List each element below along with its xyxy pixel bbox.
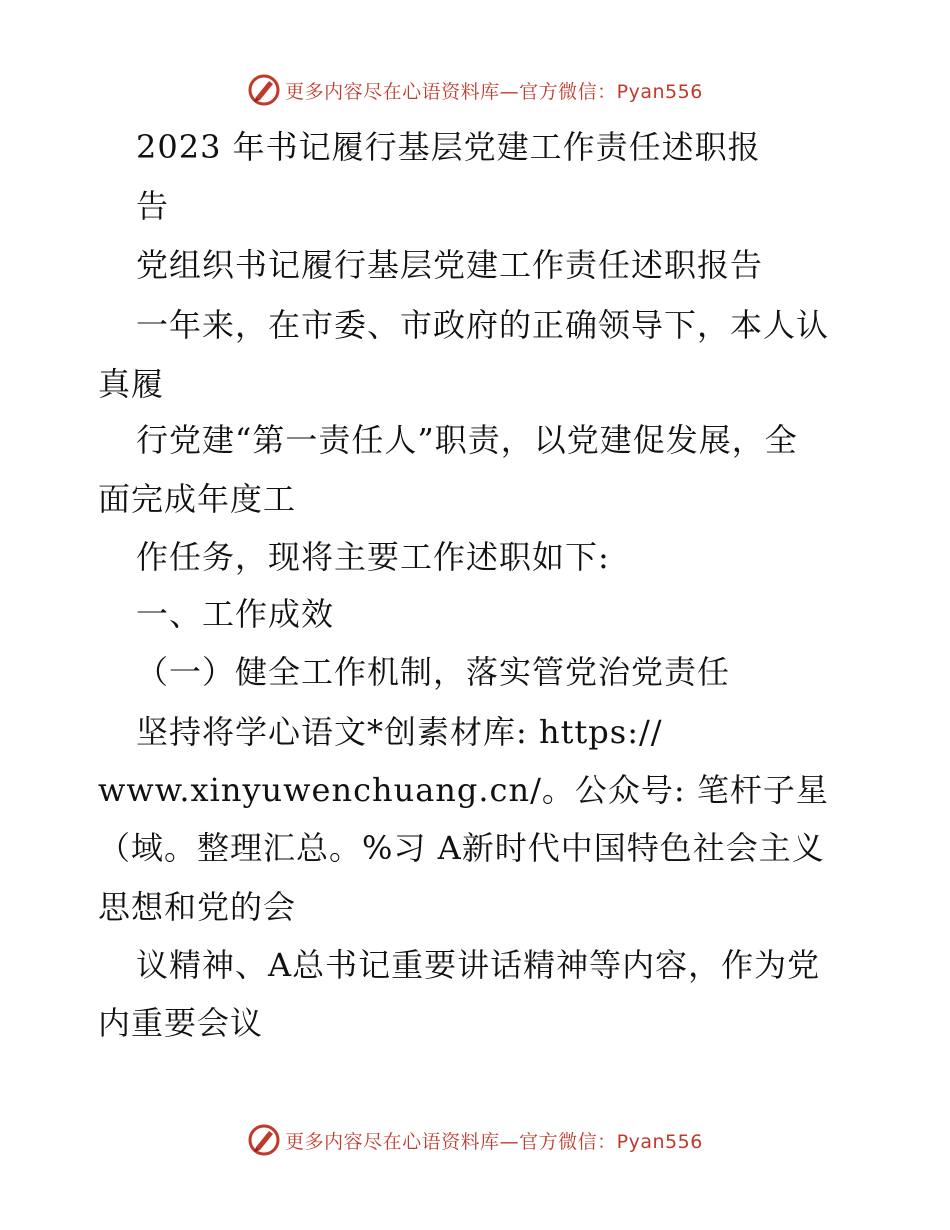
doc-paragraph-line: 坚持将学心语文*创素材库: https:// [136, 713, 663, 751]
doc-paragraph-line: 作任务，现将主要工作述职如下: [136, 538, 610, 576]
footer-watermark-banner [0, 1118, 950, 1162]
doc-title-line-1: 2023 年书记履行基层党建工作责任述职报 [136, 128, 761, 166]
banner-text: 更多内容尽在心语资料库—官方微信：Pyan556 [285, 80, 703, 103]
doc-title-line-2: 告 [136, 187, 170, 225]
doc-paragraph-line: 真履 [98, 365, 165, 403]
doc-paragraph-line: （域。整理汇总。%习 A新时代中国特色社会主义 [98, 829, 825, 867]
section-heading: 一、工作成效 [136, 595, 335, 633]
doc-paragraph-line: 行党建“第一责任人”职责，以党建促发展，全 [136, 421, 798, 459]
doc-paragraph-line: 一年来，在市委、市政府的正确领导下，本人认 [136, 306, 830, 344]
doc-paragraph-line: 面完成年度工 [98, 480, 297, 518]
pen-logo-icon [247, 1123, 281, 1157]
banner-text: 更多内容尽在心语资料库—官方微信：Pyan556 [285, 1130, 703, 1153]
doc-paragraph-line: www.xinyuwenchuang.cn/。公众号: 笔杆子星 [98, 771, 829, 809]
doc-paragraph-line: 思想和党的会 [98, 888, 297, 926]
doc-paragraph-line: 内重要会议 [98, 1004, 264, 1042]
doc-subtitle: 党组织书记履行基层党建工作责任述职报告 [136, 246, 764, 284]
subsection-heading: （一）健全工作机制，落实管党治党责任 [136, 653, 731, 691]
doc-paragraph-line: 议精神、A总书记重要讲话精神等内容，作为党 [136, 946, 821, 984]
